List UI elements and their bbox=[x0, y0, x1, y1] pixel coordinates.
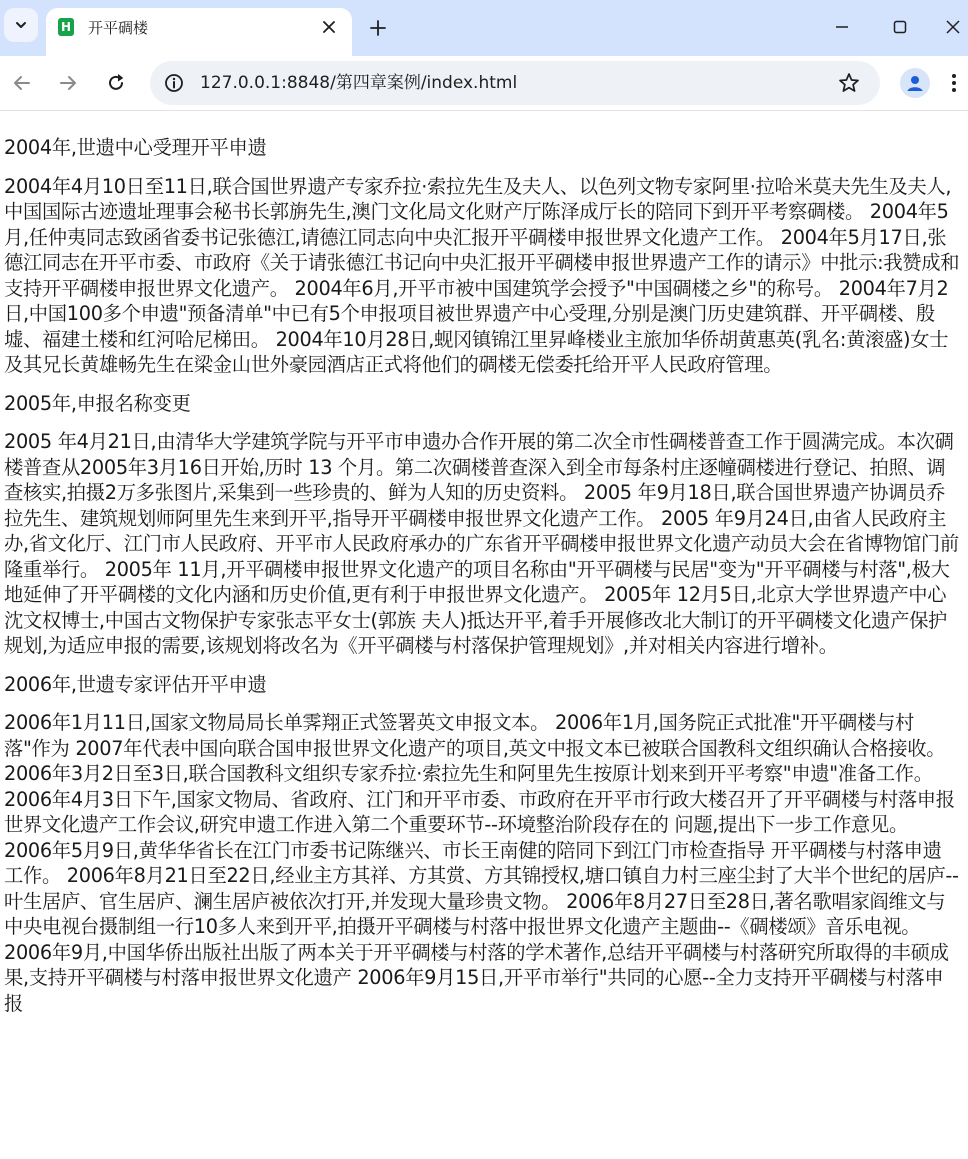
address-bar[interactable] bbox=[150, 61, 880, 105]
reload-button[interactable] bbox=[102, 69, 130, 97]
minimize-button[interactable] bbox=[822, 12, 862, 42]
reload-icon bbox=[106, 73, 126, 93]
info-icon bbox=[164, 73, 184, 93]
page-viewport bbox=[0, 111, 968, 1159]
browser-toolbar bbox=[0, 56, 968, 111]
maximize-icon bbox=[893, 20, 907, 34]
kebab-menu-icon bbox=[951, 73, 957, 93]
tab-title: 开平碉楼 bbox=[88, 19, 149, 37]
person-icon bbox=[905, 73, 925, 93]
section-body-2005: 2005 年4月21日,由清华大学建筑学院与开平市申遗办合作开展的第二次全市性碉楼普查工作于圆满完成。本次碉楼普查从2005年3月16日开始,历时 13 个月。第二次碉楼普查深入到全市每条村庄逐幢碉楼进行登记、拍照、调查核实,拍摄2万多张图片,采集到一些珍贵的、鲜为人知的历史资料。 2005 年9月18日,联合国世界遗产协调员乔拉先生、建筑规划师阿里先生来到开平,指导开平碉楼申报世界文化遗产工作。 2005 年9月24日,由省人民政府主办,省文化厅、江门市人民政府、开平市人民政府承办的广东省开平碉楼申报世界文化遗产动员大会在省博物馆门前隆重举行。 2005年 11月,开平碉楼申报世界文化遗产的项目名称由"开平碉楼与民居"变为"开平碉楼与村落",极大地延伸了开平碉楼的文化内涵和历史价值,更有利于申报世界文化遗产。 2005年 12月5日,北京大学世界遗产中心沈文权博士,中国古文物保护专家张志平女士(郭族 夫人)抵达开平,着手开展修改北大制订的开平碉楼文化遗产保护规划,为适应申报的需要,该规划将改名为《开平碉楼与村落保护管理规划》,并对相关内容进行增补。 bbox=[4, 430, 959, 657]
bookmark-button[interactable] bbox=[836, 70, 862, 96]
window-close-icon bbox=[946, 20, 960, 34]
close-icon bbox=[323, 21, 335, 33]
section-heading-2006: 2006年,世遗专家评估开平申遗 bbox=[4, 672, 267, 696]
article-content bbox=[4, 135, 960, 1029]
arrow-right-icon bbox=[58, 73, 78, 93]
star-icon bbox=[838, 72, 860, 94]
plus-icon bbox=[370, 20, 386, 36]
window-close-button[interactable] bbox=[938, 12, 968, 42]
site-info-button[interactable] bbox=[162, 71, 186, 95]
section-body-2004: 2004年4月10日至11日,联合国世界遗产专家乔拉·索拉先生及夫人、以色列文物专家阿里·拉哈米莫夫先生及夫人,中国国际古迹遗址理事会秘书长郭旃先生,澳门文化局文化财产厅陈泽成厅长的陪同下到开平考察碉楼。 2004年5月,任仲夷同志致函省委书记张德江,请德江同志向中央汇报开平碉楼申报世界文化遗产工作。 2004年5月17日,张德江同志在开平市委、市政府《关于请张德江书记向中央汇报开平碉楼申报世界遗产工作的请示》中批示:我赞成和支持开平碉楼申报世界文化遗产。 2004年6月,开平市被中国建筑学会授予"中国碉楼之乡"的称号。 2004年7月2日,中国100多个申遗"预备清单"中已有5个申报项目被世界遗产中心受理,分别是澳门历史建筑群、开平碉楼、殷墟、福建土楼和红河哈尼梯田。 2004年10月28日,蚬冈镇锦江里昇峰楼业主旅加华侨胡黄惠英(乳名:黄滚盛)女士及其兄长黄雄畅先生在梁金山世外豪园酒店正式将他们的碉楼无偿委托给开平人民政府管理。 bbox=[4, 174, 960, 376]
url-text[interactable]: 127.0.0.1:8848/第四章案例/index.html bbox=[200, 73, 518, 93]
back-button[interactable] bbox=[8, 69, 36, 97]
new-tab-button[interactable] bbox=[364, 14, 392, 42]
browser-menu-button[interactable] bbox=[944, 69, 964, 97]
profile-button[interactable] bbox=[900, 68, 930, 98]
arrow-left-icon bbox=[12, 73, 32, 93]
forward-button[interactable] bbox=[54, 69, 82, 97]
section-heading-2004: 2004年,世遗中心受理开平申遗 bbox=[4, 136, 267, 159]
maximize-button[interactable] bbox=[880, 12, 920, 42]
minimize-icon bbox=[835, 20, 849, 34]
tab-strip bbox=[0, 0, 968, 56]
tab-close-button[interactable] bbox=[316, 14, 342, 40]
section-body-2006: 2006年1月11日,国家文物局局长单霁翔正式签署英文申报文本。 2006年1月,国务院正式批准"开平碉楼与村落"作为 2007年代表中国向联合国申报世界文化遗产的项目,英文中报文本已被联合国教科文组织确认合格接收。 2006年3月2日至3日,联合国教科文组织专家乔拉·索拉先生和阿里先生按原计划来到开平考察"申遗"准备工作。 2006年4月3日下午,国家文物局、省政府、江门和开平市委、市政府在开平市行政大楼召开了开平碉楼与村落申报世界文化遗产工作会议,研究申遗工作进入第二个重要环节--环境整治阶段存在的 问题,提出下一步工作意见。 2006年5月9日,黄华华省长在江门市委书记陈继兴、市长王南健的陪同下到江门市检查指导 开平碉楼与村落申遗工作。 2006年8月21日至22日,经业主方其祥、方其赏、方其锦授权,塘口镇自力村三座尘封了大半个世纪的居庐--叶生居庐、官生居庐、澜生居庐被依次打开,并发现大量珍贵文物。 2006年8月27日至28日,著名歌唱家阎维文与中央电视台摄制组一行10多人来到开平,拍摄开平碉楼与村落中报世界文化遗产主题曲--《碉楼颂》音乐电视。 2006年9月,中国华侨出版社出版了两本关于开平碉楼与村落的学术著作,总结开平碉楼与村落研究所取得的丰硕成果,支持开平碉楼与村落申报世界文化遗产 2006年9月15日,开平市举行"共同的心愿--全力支持开平碉楼与村落申报 bbox=[4, 711, 959, 1015]
browser-chrome bbox=[0, 0, 968, 110]
favicon-icon: H bbox=[58, 18, 74, 36]
active-tab[interactable] bbox=[46, 8, 352, 56]
tab-search-button[interactable] bbox=[4, 8, 38, 42]
section-heading-2005: 2005年,申报名称变更 bbox=[4, 391, 191, 415]
chevron-down-icon bbox=[14, 18, 28, 32]
